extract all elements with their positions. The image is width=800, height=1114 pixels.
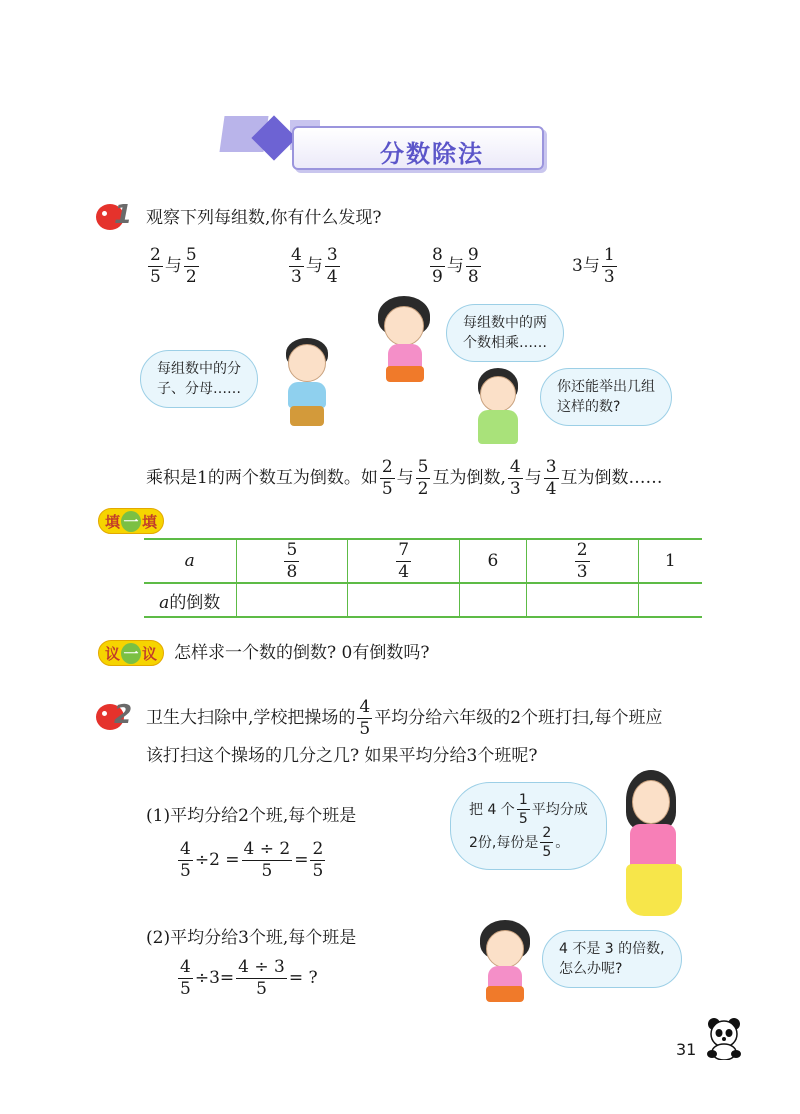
row-label-reciprocal: a的倒数	[144, 583, 236, 617]
girl-character-3	[470, 920, 540, 1004]
table-cell: $\frac{2}{3}$	[526, 539, 638, 583]
teacher-speech-bubble: 把 4 个 $\frac{1}{5}$ 平均分成 2份,每份是 $\frac{2}{5}$ 。	[450, 782, 607, 870]
table-row	[144, 583, 702, 617]
problem-1-question: 观察下列每组数,你有什么发现?	[146, 208, 382, 228]
part-1-label: (1)平均分给2个班,每个班是	[146, 806, 357, 826]
girl-character-2	[462, 368, 532, 448]
pair-4: 3 与 $\frac{1}{3}$	[572, 244, 615, 287]
teacher-character	[608, 770, 698, 920]
answer-blank[interactable]	[638, 583, 702, 617]
girl-speech-bubble: 每组数中的两 个数相乘……	[446, 304, 564, 362]
answer-blank[interactable]	[460, 583, 527, 617]
reciprocal-table	[144, 538, 702, 618]
table-cell: 1	[638, 539, 702, 583]
answer-blank[interactable]	[348, 583, 460, 617]
pair-1: $\frac{2}{5}$ 与 $\frac{5}{2}$	[150, 244, 197, 287]
table-cell: 6	[460, 539, 527, 583]
part-2-equation: $\frac{4}{5}$ ÷3= $\frac{4 \div 3}{5}$ = ?	[180, 956, 318, 999]
pair-2: $\frac{4}{3}$ 与 $\frac{3}{4}$	[291, 244, 338, 287]
table-row	[144, 539, 702, 583]
discuss-tag: 议 一 议	[98, 640, 164, 666]
title-banner	[222, 116, 548, 178]
table-cell: $\frac{5}{8}$	[236, 539, 348, 583]
page-number: 31	[676, 1040, 697, 1059]
problem-2-badge	[96, 702, 140, 732]
row-label-a: a	[144, 539, 236, 583]
girl2-speech-bubble: 你还能举出几组 这样的数?	[540, 368, 672, 426]
problem-2-line-2: 该打扫这个操场的几分之几? 如果平均分给3个班呢?	[146, 746, 538, 766]
boy-character	[272, 338, 342, 430]
problem-number: 1	[114, 200, 133, 230]
reciprocal-definition: 乘积是 1 的两个数互为倒数。如 $\frac{2}{5}$ 与 $\frac{5}{2}$ 互为倒数, $\frac{4}{3}$ 与 $\frac{3}{4}$ 互为倒数……	[146, 456, 663, 499]
answer-blank[interactable]	[236, 583, 348, 617]
part-2-label: (2)平均分给3个班,每个班是	[146, 928, 357, 948]
answer-blank[interactable]	[526, 583, 638, 617]
table-cell: $\frac{7}{4}$	[348, 539, 460, 583]
boy-speech-bubble: 每组数中的分 子、分母……	[140, 350, 258, 408]
problem-2-line-1: 卫生大扫除中,学校把操场的 $\frac{4}{5}$ 平均分给六年级的2个班打扫,每个班应	[146, 696, 663, 739]
discuss-question: 怎样求一个数的倒数? 0有倒数吗?	[174, 643, 430, 663]
panda-icon	[704, 1016, 744, 1060]
fill-in-tag: 填 一 填	[98, 508, 164, 534]
pair-3: $\frac{8}{9}$ 与 $\frac{9}{8}$	[432, 244, 479, 287]
page-title: 分数除法	[380, 140, 484, 168]
problem-1-badge	[96, 202, 140, 232]
part-1-equation: $\frac{4}{5}$ ÷2 = $\frac{4 \div 2}{5}$ = $\frac{2}{5}$	[180, 838, 324, 881]
girl-character	[370, 296, 440, 386]
girl3-speech-bubble: 4 不是 3 的倍数, 怎么办呢?	[542, 930, 682, 988]
problem-number: 2	[114, 700, 133, 730]
